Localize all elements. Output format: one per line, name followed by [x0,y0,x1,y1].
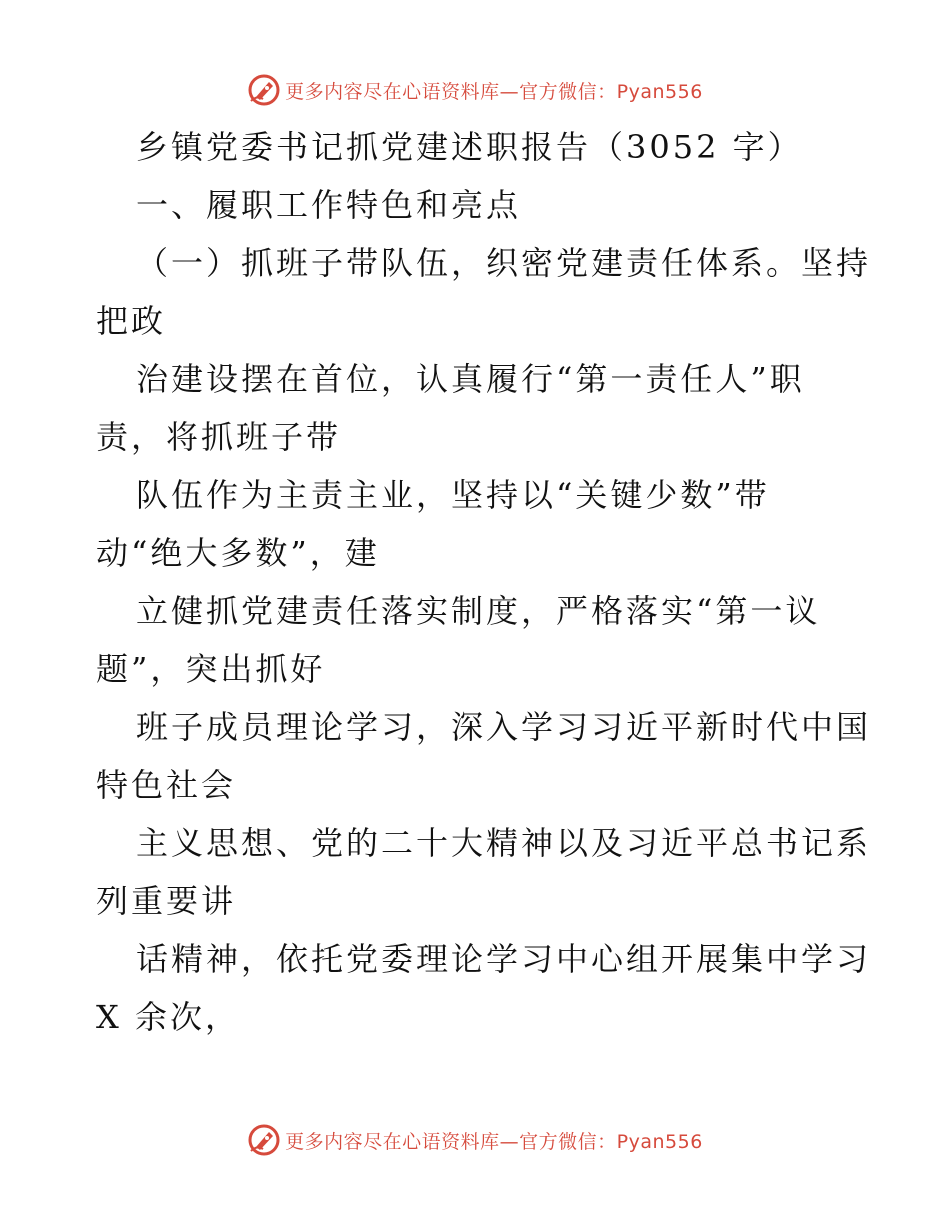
section-heading: 一、履职工作特色和亮点 [136,186,522,224]
paragraph-line: （一）抓班子带队伍，织密党建责任体系。坚持 [136,244,872,282]
paragraph-line: 动“绝大多数”，建 [96,534,380,572]
paragraph-line: 队伍作为主责主业，坚持以“关键少数”带 [136,476,770,514]
paragraph-line: 主义思想、党的二十大精神以及习近平总书记系 [136,824,872,862]
paragraph-line: 班子成员理论学习，深入学习习近平新时代中国 [136,708,872,746]
watermark-text: 更多内容尽在心语资料库—官方微信：Pyan556 [285,1130,703,1153]
paragraph-line: 责，将抓班子带 [96,418,342,456]
header-watermark [0,70,950,110]
paragraph-line: 列重要讲 [96,882,237,920]
paragraph-line: 把政 [96,302,167,340]
paragraph-line: X 余次， [96,998,240,1036]
footer-watermark [0,1120,950,1160]
document-title: 乡镇党委书记抓党建述职报告（3052 字） [136,128,803,166]
paragraph-line: 特色社会 [96,766,237,804]
paragraph-line: 立健抓党建责任落实制度，严格落实“第一议 [136,592,821,630]
paragraph-line: 话精神，依托党委理论学习中心组开展集中学习 [136,940,872,978]
paragraph-line: 题”，突出抓好 [96,650,326,688]
document-body [96,118,872,1046]
pen-nib-logo-icon [247,1123,281,1157]
watermark-text: 更多内容尽在心语资料库—官方微信：Pyan556 [285,80,703,103]
paragraph-line: 治建设摆在首位，认真履行“第一责任人”职 [136,360,805,398]
pen-nib-logo-icon [247,73,281,107]
